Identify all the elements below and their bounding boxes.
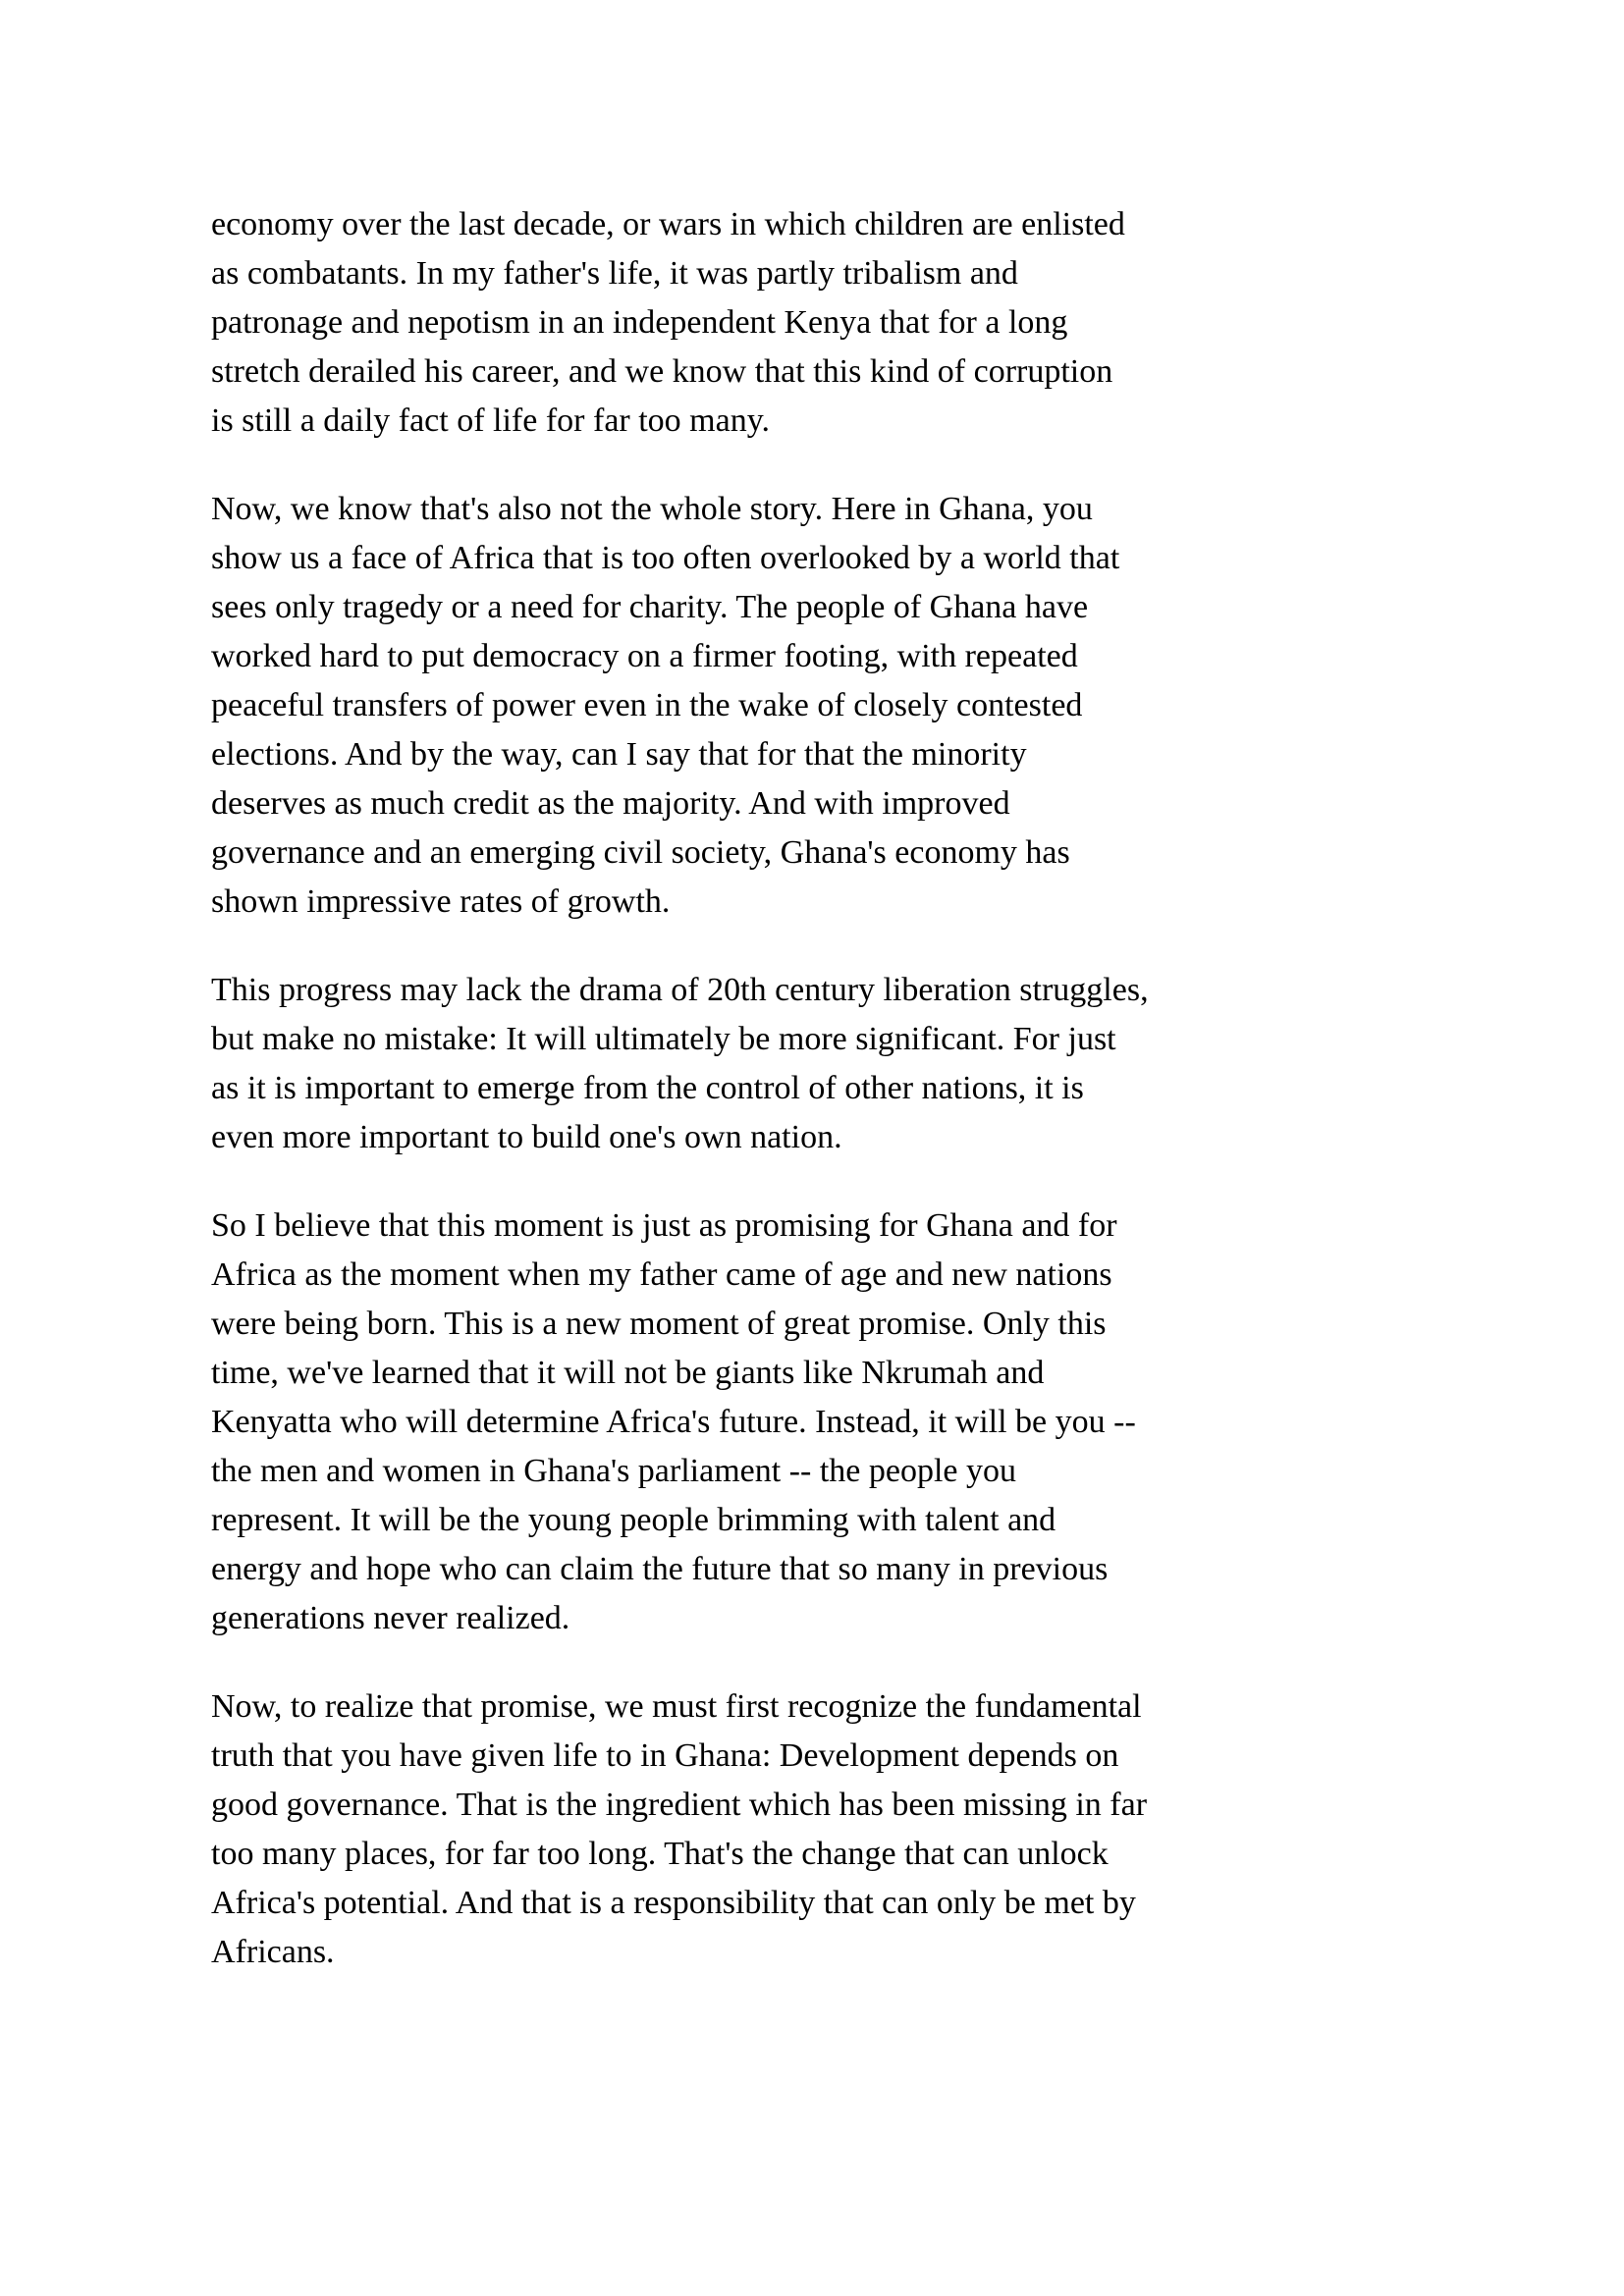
text-line: This progress may lack the drama of 20th century liberation struggles, <box>211 972 1149 1008</box>
text-line: is still a daily fact of life for far too many. <box>211 402 771 439</box>
text-line: as combatants. In my father's life, it was partly tribalism and <box>211 255 1018 292</box>
text-line: worked hard to put democracy on a firmer footing, with repeated <box>211 638 1078 674</box>
text-line: as it is important to emerge from the control of other nations, it is <box>211 1070 1084 1106</box>
text-line: were being born. This is a new moment of great promise. Only this <box>211 1306 1107 1342</box>
text-line: patronage and nepotism in an independent Kenya that for a long <box>211 304 1068 341</box>
text-line: even more important to build one's own nation. <box>211 1119 842 1155</box>
paragraph-1 <box>211 200 1448 446</box>
text-line: Africa's potential. And that is a responsibility that can only be met by <box>211 1885 1136 1921</box>
text-line: truth that you have given life to in Ghana: Development depends on <box>211 1737 1119 1774</box>
text-line: good governance. That is the ingredient which has been missing in far <box>211 1787 1148 1823</box>
text-line: peaceful transfers of power even in the wake of closely contested <box>211 687 1083 723</box>
text-line: governance and an emerging civil society, Ghana's economy has <box>211 834 1070 871</box>
text-line: economy over the last decade, or wars in which children are enlisted <box>211 206 1125 242</box>
text-line: Now, to realize that promise, we must first recognize the fundamental <box>211 1688 1142 1725</box>
text-line: the men and women in Ghana's parliament -- the people you <box>211 1453 1016 1489</box>
paragraph-4 <box>211 1201 1448 1643</box>
text-line: represent. It will be the young people brimming with talent and <box>211 1502 1056 1538</box>
text-line: Now, we know that's also not the whole story. Here in Ghana, you <box>211 491 1093 527</box>
text-line: generations never realized. <box>211 1600 570 1636</box>
text-line: Africa as the moment when my father came of age and new nations <box>211 1256 1112 1293</box>
paragraph-3 <box>211 966 1448 1162</box>
text-line: stretch derailed his career, and we know that this kind of corruption <box>211 353 1113 390</box>
text-line: deserves as much credit as the majority. And with improved <box>211 785 1010 822</box>
text-line: shown impressive rates of growth. <box>211 883 671 920</box>
text-line: energy and hope who can claim the future that so many in previous <box>211 1551 1109 1587</box>
text-line: Africans. <box>211 1934 335 1970</box>
text-line: show us a face of Africa that is too often overlooked by a world that <box>211 540 1120 576</box>
text-line: but make no mistake: It will ultimately be more significant. For just <box>211 1021 1116 1057</box>
text-line: sees only tragedy or a need for charity. The people of Ghana have <box>211 589 1089 625</box>
text-line: So I believe that this moment is just as promising for Ghana and for <box>211 1207 1117 1244</box>
document-text <box>211 200 1448 2016</box>
text-line: elections. And by the way, can I say that for that the minority <box>211 736 1027 773</box>
paragraph-5 <box>211 1682 1448 1977</box>
text-line: Kenyatta who will determine Africa's future. Instead, it will be you -- <box>211 1404 1136 1440</box>
paragraph-2 <box>211 485 1448 927</box>
text-line: too many places, for far too long. That's the change that can unlock <box>211 1836 1109 1872</box>
text-line: time, we've learned that it will not be giants like Nkrumah and <box>211 1355 1045 1391</box>
